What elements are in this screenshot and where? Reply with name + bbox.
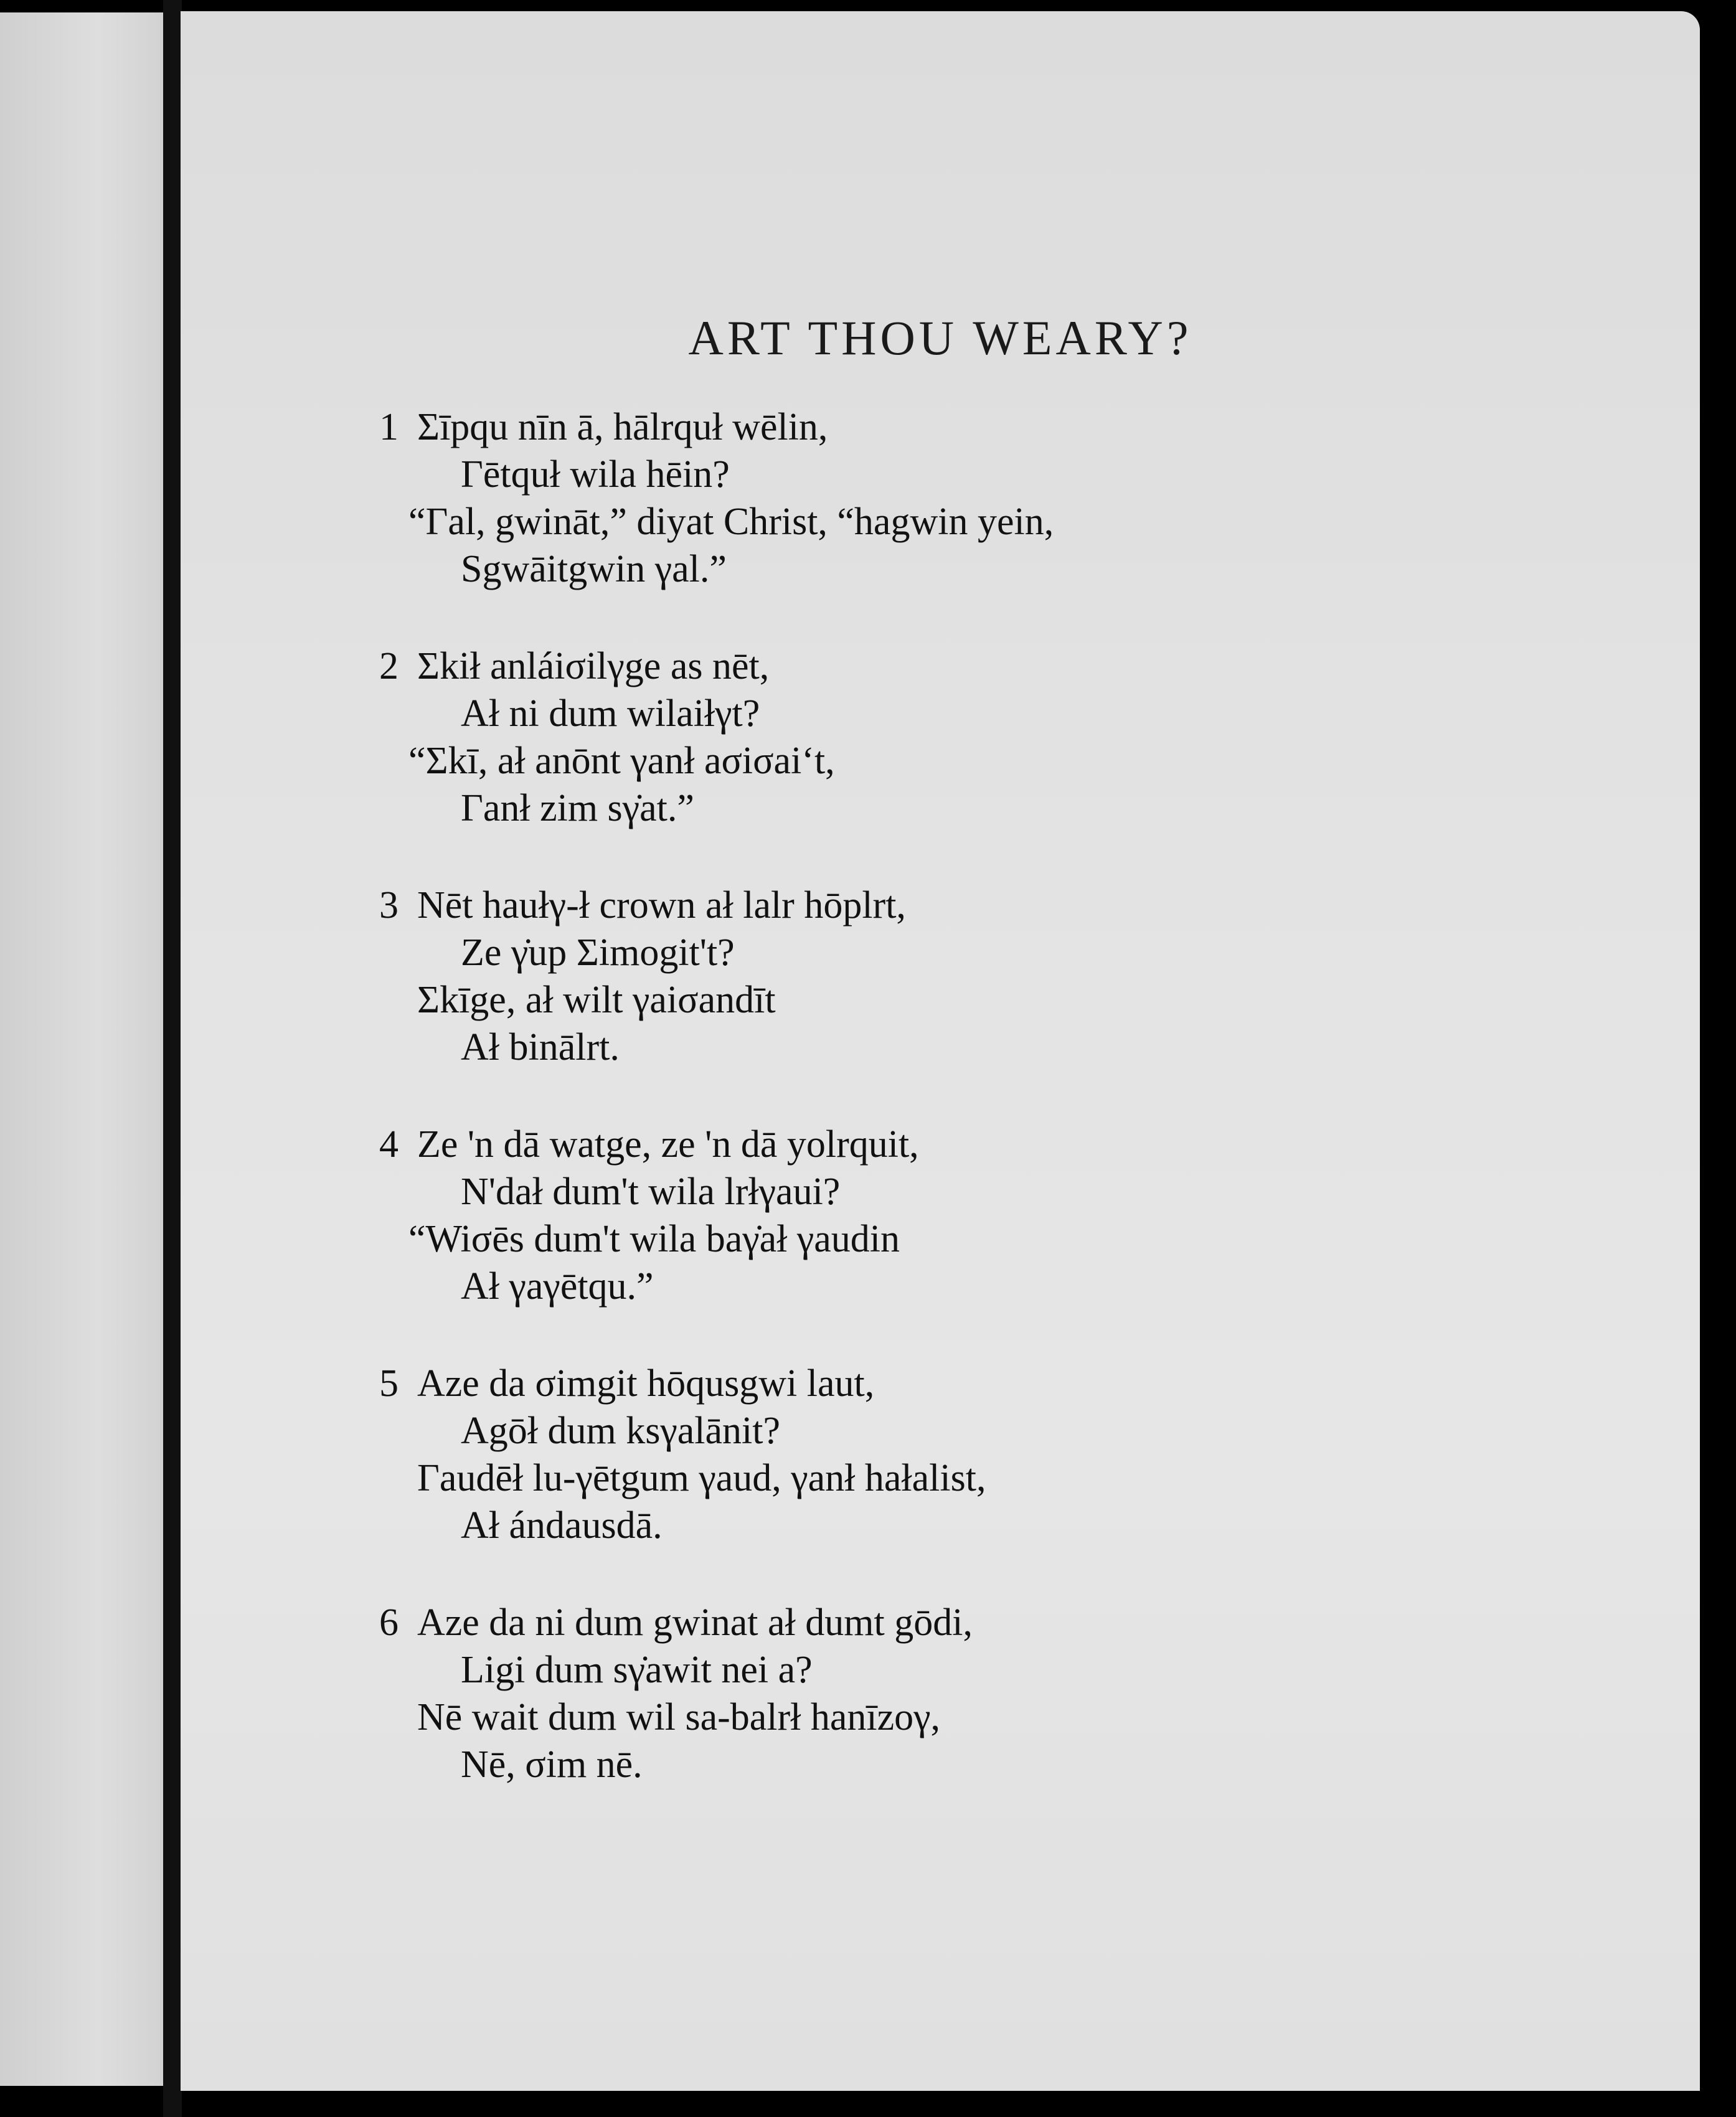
verse-line: Σkił anláiσilγge as nēt, — [417, 645, 770, 687]
stanza-2 — [379, 643, 1663, 832]
verse-line: Aze da σimgit hōqusgwi laut, — [417, 1362, 875, 1405]
verse-line: “Γal, gwināt,” diyat Christ, “hagwin yein, — [408, 501, 1054, 543]
verse-line: Σīpqu nīn ā, hālrquł wēlin, — [417, 406, 828, 448]
stanza-3 — [379, 882, 1663, 1071]
stanza-number: 6 — [379, 1601, 399, 1644]
verse-line: Σkīge, ał wilt γaiσandīt — [417, 979, 776, 1021]
stanza-1 — [379, 403, 1663, 593]
hymn-page — [181, 11, 1700, 2091]
stanza-number: 2 — [379, 645, 399, 687]
verse-line: “Σkī, ał anōnt γanł aσiσai‘t, — [408, 740, 835, 782]
verse-line: Nēt haułγ-ł crown ał lalr hōplrt, — [417, 884, 906, 926]
verse-line: Agōł dum ksγalānit? — [461, 1410, 780, 1452]
verse-line: Ligi dum sγ̇awit nei a? — [461, 1649, 813, 1691]
hymn-title: ART THOU WEARY? — [688, 311, 1192, 365]
stanza-number: 5 — [379, 1362, 399, 1405]
verse-line: Γanł zim sγ̇at.” — [461, 787, 694, 829]
verse-line: Aze da ni dum gwinat ał dumt gōdi, — [417, 1601, 973, 1644]
book-gutter — [163, 0, 182, 2117]
facing-page-edge — [0, 12, 163, 2086]
verse-line: Γētquł wila hēin? — [461, 453, 730, 496]
stanza-number: 4 — [379, 1123, 399, 1166]
verse-line: Ał γaγētqu.” — [461, 1265, 654, 1308]
verse-line: Ał binālrt. — [461, 1026, 620, 1068]
verse-line: Ał ándausdā. — [461, 1504, 663, 1547]
verse-line: Nē wait dum wil sa-balrł hanīzoγ, — [417, 1696, 941, 1738]
stanza-5 — [379, 1360, 1663, 1549]
verse-line: “Wiσēs dum't wila baγ̇ał γaudin — [408, 1218, 900, 1260]
stanza-number: 1 — [379, 406, 399, 448]
stanza-6 — [379, 1599, 1663, 1788]
verse-line: N'dał dum't wila lrłγaui? — [461, 1171, 841, 1213]
verse-line: Ze 'n dā watge, ze 'n dā yolrquit, — [417, 1123, 919, 1166]
stanza-number: 3 — [379, 884, 399, 926]
verse-line: Ał ni dum wilaiłγt? — [461, 692, 760, 735]
verse-line: Sgwāitgwin γal.” — [461, 548, 727, 590]
hymn-body — [379, 403, 1663, 1838]
stanza-4 — [379, 1121, 1663, 1310]
verse-line: Ze γ̇up Σimogit't? — [461, 931, 735, 974]
verse-line: Nē, σim nē. — [461, 1743, 643, 1786]
verse-line: Γaudēł lu-γētgum γaud, γanł hałalist, — [417, 1457, 986, 1499]
